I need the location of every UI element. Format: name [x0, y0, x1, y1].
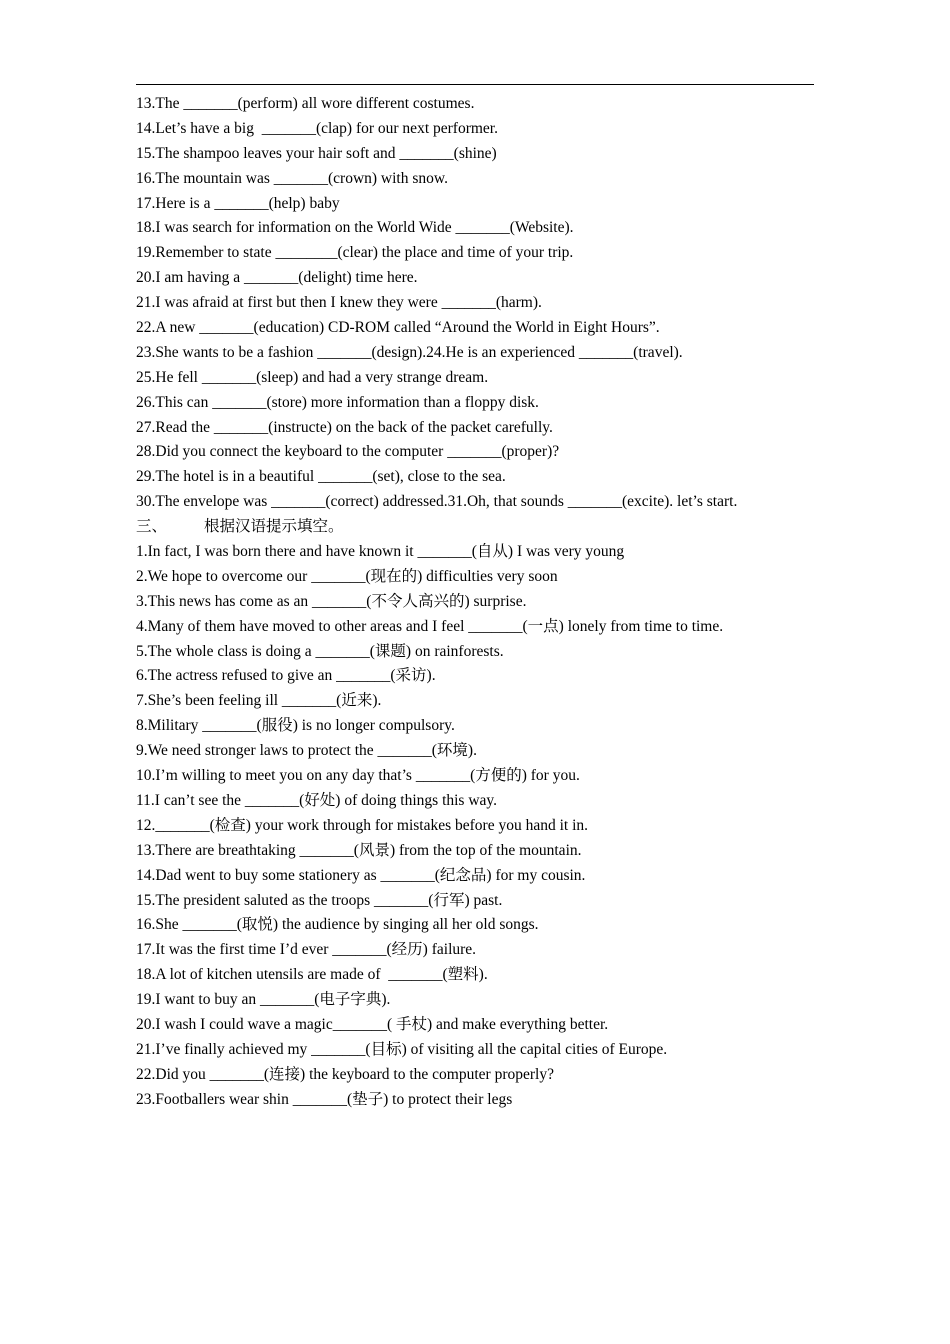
- exercise-line: 17.It was the first time I’d ever _______(经历) failure.: [136, 941, 477, 959]
- exercise-line: 21.I’ve finally achieved my _______(目标) of visiting all the capital cities of Europe.: [136, 1040, 668, 1058]
- exercise-line: 8.Military _______(服役) is no longer compulsory.: [136, 717, 455, 735]
- exercise-line: 13.There are breathtaking _______(风景) from the top of the mountain.: [136, 841, 582, 859]
- exercise-line: 19.I want to buy an _______(电子字典).: [136, 991, 391, 1009]
- exercise-line: 13.The _______(perform) all wore different costumes.: [136, 95, 475, 112]
- exercise-line: 20.I am having a _______(delight) time here.: [136, 269, 418, 287]
- exercise-line: 23.She wants to be a fashion _______(design).24.He is an experienced _______(travel).: [136, 343, 683, 361]
- exercise-line: 18.A lot of kitchen utensils are made of _______(塑料).: [136, 966, 488, 984]
- exercise-line: 5.The whole class is doing a _______(课题) on rainforests.: [136, 642, 504, 660]
- exercise-line: 22.Did you _______(连接) the keyboard to the computer properly?: [136, 1065, 554, 1083]
- exercise-line: 28.Did you connect the keyboard to the computer _______(proper)?: [136, 443, 560, 461]
- exercise-line: 9.We need stronger laws to protect the _______(环境).: [136, 742, 477, 760]
- exercise-line: 29.The hotel is in a beautiful _______(set), close to the sea.: [136, 468, 506, 486]
- chinese-prompt-exercises: [136, 540, 826, 1112]
- exercise-line: 18.I was search for information on the World Wide _______(Website).: [136, 219, 574, 237]
- exercise-line: 16.The mountain was _______(crown) with snow.: [136, 169, 448, 187]
- exercise-line: 1.In fact, I was born there and have known it _______(自从) I was very young: [136, 543, 625, 561]
- exercise-line: 3.This news has come as an _______(不令人高兴的) surprise.: [136, 592, 527, 610]
- exercise-line: 16.She _______(取悦) the audience by singing all her old songs.: [136, 916, 539, 934]
- header-rule: [136, 84, 814, 85]
- exercise-line: 25.He fell _______(sleep) and had a very strange dream.: [136, 368, 489, 386]
- exercise-line: 15.The president saluted as the troops _______(行军) past.: [136, 891, 503, 909]
- exercise-line: 21.I was afraid at first but then I knew they were _______(harm).: [136, 294, 542, 312]
- exercise-line: 12._______(检查) your work through for mistakes before you hand it in.: [136, 816, 589, 834]
- exercise-line: 30.The envelope was _______(correct) addressed.31.Oh, that sounds _______(excite). let’s start.: [136, 493, 738, 511]
- exercise-line: 14.Let’s have a big _______(clap) for our next performer.: [136, 119, 498, 137]
- exercise-content: [136, 92, 826, 1113]
- section-number: 三、: [136, 518, 168, 536]
- exercise-line: 22.A new _______(education) CD-ROM called “Around the World in Eight Hours”.: [136, 319, 660, 337]
- exercise-line: 4.Many of them have moved to other areas and I feel _______(一点) lonely from time to time.: [136, 617, 724, 635]
- exercise-line: 15.The shampoo leaves your hair soft and _______(shine): [136, 144, 497, 162]
- word-formation-exercises: [136, 92, 826, 515]
- exercise-line: 20.I wash I could wave a magic_______( 手杖) and make everything better.: [136, 1015, 609, 1033]
- exercise-line: 27.Read the _______(instructe) on the back of the packet carefully.: [136, 418, 553, 436]
- exercise-line: 14.Dad went to buy some stationery as _______(纪念品) for my cousin.: [136, 866, 586, 884]
- section-title: 根据汉语提示填空。: [204, 518, 344, 536]
- exercise-line: 17.Here is a _______(help) baby: [136, 194, 340, 212]
- exercise-line: 19.Remember to state ________(clear) the place and time of your trip.: [136, 244, 574, 262]
- exercise-line: 10.I’m willing to meet you on any day that’s _______(方便的) for you.: [136, 767, 580, 785]
- section-heading: [136, 515, 826, 540]
- exercise-line: 11.I can’t see the _______(好处) of doing things this way.: [136, 791, 498, 809]
- exercise-line: 7.She’s been feeling ill _______(近来).: [136, 692, 382, 710]
- exercise-line: 23.Footballers wear shin _______(垫子) to protect their legs: [136, 1090, 513, 1108]
- exercise-line: 6.The actress refused to give an _______(采访).: [136, 667, 436, 685]
- exercise-line: 26.This can _______(store) more information than a floppy disk.: [136, 393, 539, 411]
- exercise-line: 2.We hope to overcome our _______(现在的) difficulties very soon: [136, 567, 558, 585]
